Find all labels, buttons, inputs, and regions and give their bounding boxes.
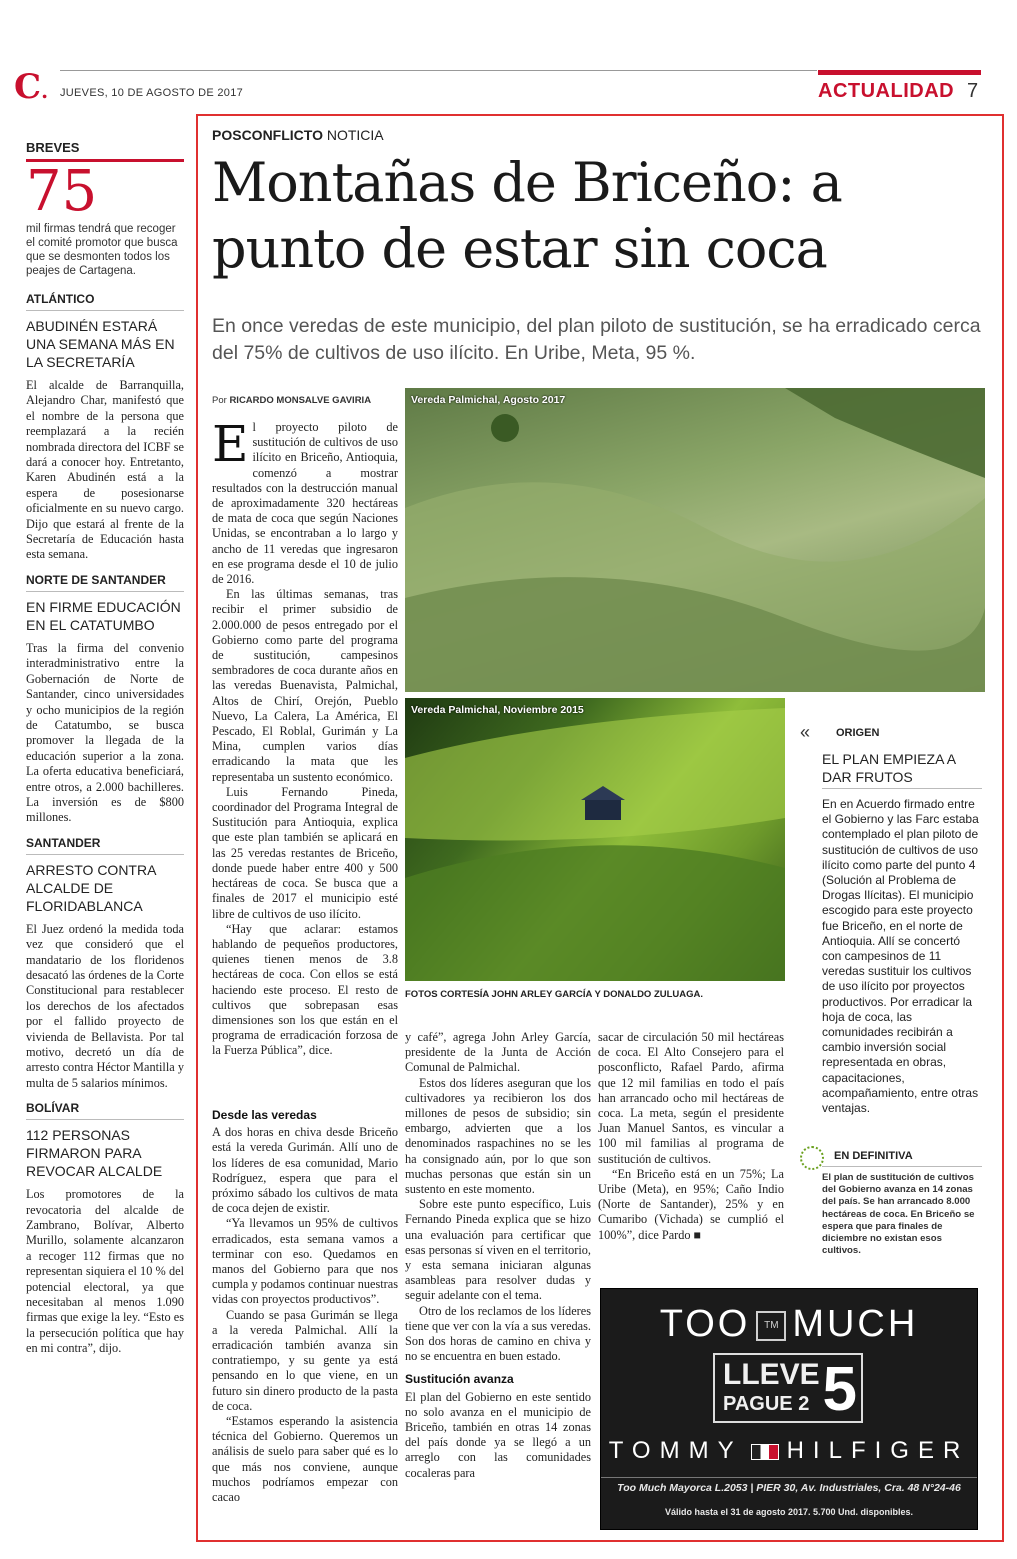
- ad-lleve: LLEVE: [723, 1358, 820, 1391]
- breves-big-number: 75: [26, 159, 98, 224]
- definitiva-body: El plan de sustitución de cultivos del Gobierno avanza en 14 zonas del país. Se han arrancado 8.000 hectáreas de coca. En Briceño se espera que para finales de diciembre no existan esos cultivos.: [822, 1172, 975, 1257]
- origen-body: En en Acuerdo firmado entre el Gobierno y las Farc estaba contemplado el plan piloto de sustitución de cultivos de uso ilícito como parte del punto 4 (Solución al Problema de Drogas Ilícitas). El municipio escogido para este proyecto fue Briceño, en el norte de Antioquia. Allí se concertó con campesinos de 11 veredas sustituir los cultivos de uso ilícito por proyectos productivos. Por erradicar la hoja de coca, las comunidades recibirán a cambio inversión social representada en obras, capacitaciones, acompañamiento, entre otras ventajas.: [822, 797, 979, 1116]
- brief-title: EN FIRME EDUCACIÓN EN EL CATATUMBO: [26, 598, 181, 633]
- photo-caption: Vereda Palmichal, Noviembre 2015: [411, 704, 584, 716]
- brief-region: BOLÍVAR: [26, 1101, 184, 1120]
- article-column-3: [598, 1030, 784, 1255]
- article-paragraph: “Estamos esperando la asistencia técnica del Gobierno. Queremos un análisis de suelo para saber qué es lo que más nos conviene, aunque muchos podríamos empezar con cacao: [212, 1414, 398, 1505]
- article-paragraph: “Hay que aclarar: estamos hablando de pequeños productores, quienes tienen menos de 3.8 hectáreas de coca. Con ellos se está haciendo este proceso. El resto de cultivos que sobrepasan esas dimensiones son los que están en el programa de erradicación forzosa de la Fuerza Pública”, dice.: [212, 921, 398, 1058]
- article-subhead: Sustitución avanza: [405, 1372, 514, 1387]
- brief-body: El Juez ordenó la medida toda vez que consideró que el mandatario de los floridenos desacató las órdenes de la Corte Constitucional para restablecer los derechos de los afectados por el fallido proyecto de vivienda de Bellavista. Por tal motivo, decretó un día de arresto contra Héctor Mantilla y multa de 5 salarios mínimos.: [26, 921, 184, 1090]
- article-kicker: [212, 127, 384, 143]
- article-paragraph: Cuando se pasa Gurimán se llega a la vereda Palmichal. Allí la erradicación también avanza sin contratiempo, y su gente ya está pensando en lo que viene, en un futuro sin dinero producto de la pasta de coca.: [212, 1307, 398, 1413]
- article-paragraph: El plan del Gobierno en este sentido no solo avanza en el municipio de Briceño, también en otras 14 zonas del país donde ya se llegó a un arreglo con las comunidades cocaleras para: [405, 1389, 591, 1480]
- origen-rule: [822, 788, 982, 789]
- byline-prefix: Por: [212, 395, 227, 406]
- ad-address: Too Much Mayorca L.2053 | PIER 30, Av. Industriales, Cra. 48 N°24-46: [601, 1477, 977, 1494]
- definitiva-label: EN DEFINITIVA: [834, 1150, 913, 1162]
- article-paragraph: Otro de los reclamos de los líderes tiene que ver con la vía a sus veredas. Son dos horas de camino en chiva y no se encuentra en buen estado.: [405, 1303, 591, 1364]
- article-paragraph: A dos horas en chiva desde Briceño está la vereda Gurimán. Allí uno de los líderes de esa comunidad, Mario Rodríguez, espera que para el próximo sábado los cultivos de mata de coca dejen de existir.: [212, 1125, 398, 1216]
- photo-palmichal-2015: [405, 698, 785, 981]
- article-paragraph: “Ya llevamos un 95% de cultivos erradicados, esta semana vamos a terminar con eso. Quedamos en manos del Gobierno para que nos cumpla y podamos continuar nuestras vidas con proyectos productivos”.: [212, 1216, 398, 1307]
- breves-big-text: mil firmas tendrá que recoger el comité promotor que busca que se desmonten todos los peajes de Cartagena.: [26, 223, 178, 277]
- drop-cap: E: [212, 420, 249, 473]
- photo-caption: Vereda Palmichal, Agosto 2017: [411, 394, 566, 406]
- article-paragraph: “En Briceño está en un 75%; La Uribe (Meta), en 95%; Caño Indio (Norte de Santander), 25% y en Cumaribo (Vichada) se cumplió el 100%”, dice Pardo ■: [598, 1166, 784, 1242]
- flag-icon: [751, 1444, 779, 1460]
- article-column-1-lower: [212, 1100, 398, 1540]
- brief-region: SANTANDER: [26, 836, 184, 855]
- issue-date: JUEVES, 10 DE AGOSTO DE 2017: [60, 87, 244, 99]
- hillside-illustration: [405, 388, 985, 692]
- brief-body: Los promotores de la revocatoria del alcalde de Zambrano, Bolívar, Alberto Murillo, solamente alcanzaron a recoger 112 firmas que no representan siquiera el 10 % del potencial electoral, ya que necesitaban al menos 1.090 firmas que exige la ley. “Esto es la persecución política que hay en mi contra”, dijo.: [26, 1187, 184, 1356]
- article-paragraph: y café”, agrega John Arley García, presidente de la Junta de Acción Comunal de Palmichal.: [405, 1030, 591, 1075]
- article-subhead: Desde las veredas: [212, 1108, 317, 1122]
- article-paragraph: En las últimas semanas, tras recibir el primer subsidio de 2.000.000 de pesos entregado por el Gobierno como parte del programa de sustitución, campesinos sembradores de coca durante años en las veredas Buenavista, Palmichal, Altos de Chirí, Orejón, Pueblo Nuevo, La Calera, La América, El Pescado, El Roblal, Gurimán y La Mina, cumplen varios días erradicando la mata que les representaba un sustento económico.: [212, 587, 398, 784]
- section-name: ACTUALIDAD: [818, 80, 955, 102]
- article-paragraph: Luis Fernando Pineda, coordinador del Programa Integral de Sustitución para Antioquia, explica que este plan también se aplicará en las 25 veredas restantes de Briceño, donde puede haber entre 400 y 500 hectáreas de coca. Se busca que a finales de 2017 el municipio esté libre de cultivos de uso ilícito.: [212, 784, 398, 921]
- article-column-2: [405, 1030, 591, 1540]
- brief-region: NORTE DE SANTANDER: [26, 573, 184, 592]
- page-number: 7: [967, 80, 979, 102]
- article-column-1: [212, 420, 398, 1090]
- article-paragraph: Estos dos líderes aseguran que los cultivadores ya recibieron los dos millones de pesos de subsidio; sin embargo, advierten que a los denominados raspachines no se les ha consignado aún, por lo que son muchas personas que están sin un sustento en este momento.: [405, 1075, 591, 1197]
- ad-promo-box: [713, 1353, 863, 1423]
- ad-tommy-hilfiger: TOMMY HILFIGER: [608, 1437, 970, 1464]
- toomuch-advertisement: [600, 1288, 978, 1530]
- dotted-circle-icon: [800, 1146, 824, 1170]
- article-paragraph: sacar de circulación 50 mil hectáreas de coca. El Alto Consejero para el posconflicto, Rafael Pardo, afirma que 12 mil familias en todo el país han arrancado ocho mil hectáreas de coca. La meta, según el presidente Juan Manuel Santos, es vincular a 100 mil familias al programa de sustitución de cultivos.: [598, 1030, 784, 1166]
- photo-credit: FOTOS CORTESÍA JOHN ARLEY GARCÍA Y DONALDO ZULUAGA.: [405, 989, 704, 1000]
- article-deck: En once veredas de este municipio, del plan piloto de sustitución, se ha erradicado cerca del 75% de cultivos de uso ilícito. En Uribe, Meta, 95 %.: [212, 315, 981, 364]
- brief-title: ARRESTO CONTRA ALCALDE DE FLORIDABLANCA: [26, 861, 156, 914]
- origen-label: ORIGEN: [836, 727, 880, 739]
- article-headline: Montañas de Briceño: a punto de estar sin coca: [212, 151, 842, 280]
- byline-name: RICARDO MONSALVE GAVIRIA: [229, 395, 372, 406]
- origen-box: [800, 722, 990, 1142]
- masthead: [0, 0, 1017, 112]
- photo-palmichal-2017: [405, 388, 985, 692]
- brief-title: ABUDINÉN ESTARÁ UNA SEMANA MÁS EN LA SECRETARÍA: [26, 318, 175, 370]
- coca-field-illustration: [405, 698, 785, 981]
- kicker-bold: POSCONFLICTO: [212, 127, 323, 143]
- brief-body: Tras la firma del convenio interadministrativo entre la Gobernación de Norte de Santander, cinco universidades y ocho municipios de la región de Catatumbo, se busca promover la llegada de la educación superior a la zona. La oferta educativa beneficiará, entre otros, a 2.000 bachilleres. La inversión es de $800 millones.: [26, 640, 184, 825]
- article-byline: [212, 395, 371, 406]
- article-paragraph: Sobre este punto específico, Luis Fernando Pineda explica que se hizo una evaluación para certificar que esas personas sí viven en el territorio, y esta semana iniciaran algunas asambleas para resolver dudas y seguir adelante con el tema.: [405, 1197, 591, 1303]
- brief-region: ATLÁNTICO: [26, 292, 184, 311]
- breves-sidebar: [26, 140, 184, 1500]
- section-bar: [818, 70, 981, 75]
- brief-body: El alcalde de Barranquilla, Alejandro Char, manifestó que el nombre de la persona que reemplazará a la recién nombrada directora del ICBF se dará a conocer hoy. Entretanto, Karen Abudinén está a la espera de posesionarse oficialmente en su nuevo cargo. Dijo que estará al frente de la Secretaría de Educación hasta esta semana.: [26, 378, 184, 562]
- ad-brand: TOO TM MUCH: [659, 1303, 919, 1345]
- tm-logo-icon: TM: [756, 1311, 786, 1341]
- definitiva-rule: [822, 1166, 982, 1167]
- ad-validity: Válido hasta el 31 de agosto 2017. 5.700 Und. disponibles.: [664, 1507, 914, 1517]
- kicker-rest: NOTICIA: [326, 127, 384, 143]
- ad-pague: PAGUE 2: [723, 1393, 810, 1415]
- brief-title: 112 PERSONAS FIRMARON PARA REVOCAR ALCALDE: [26, 1127, 163, 1180]
- breves-label: BREVES: [26, 140, 184, 162]
- chevron-double-left-icon: «: [800, 722, 811, 742]
- newspaper-logo: C.: [14, 67, 49, 107]
- article-paragraph: El proyecto piloto de sustitución de cultivos de uso ilícito en Briceño, Antioquia, comenzó a mostrar resultados con la destrucción manual de aproximadamente 320 hectáreas de mata de coca que según Naciones Unidas, se encontraban a lo largo y ancho de 11 veredas que ingresaron en ese programa desde el 10 de julio de 2016.: [212, 420, 398, 587]
- origen-title: EL PLAN EMPIEZA A DAR FRUTOS: [822, 751, 956, 785]
- top-rule: [60, 70, 817, 71]
- ad-five: 5: [822, 1355, 857, 1424]
